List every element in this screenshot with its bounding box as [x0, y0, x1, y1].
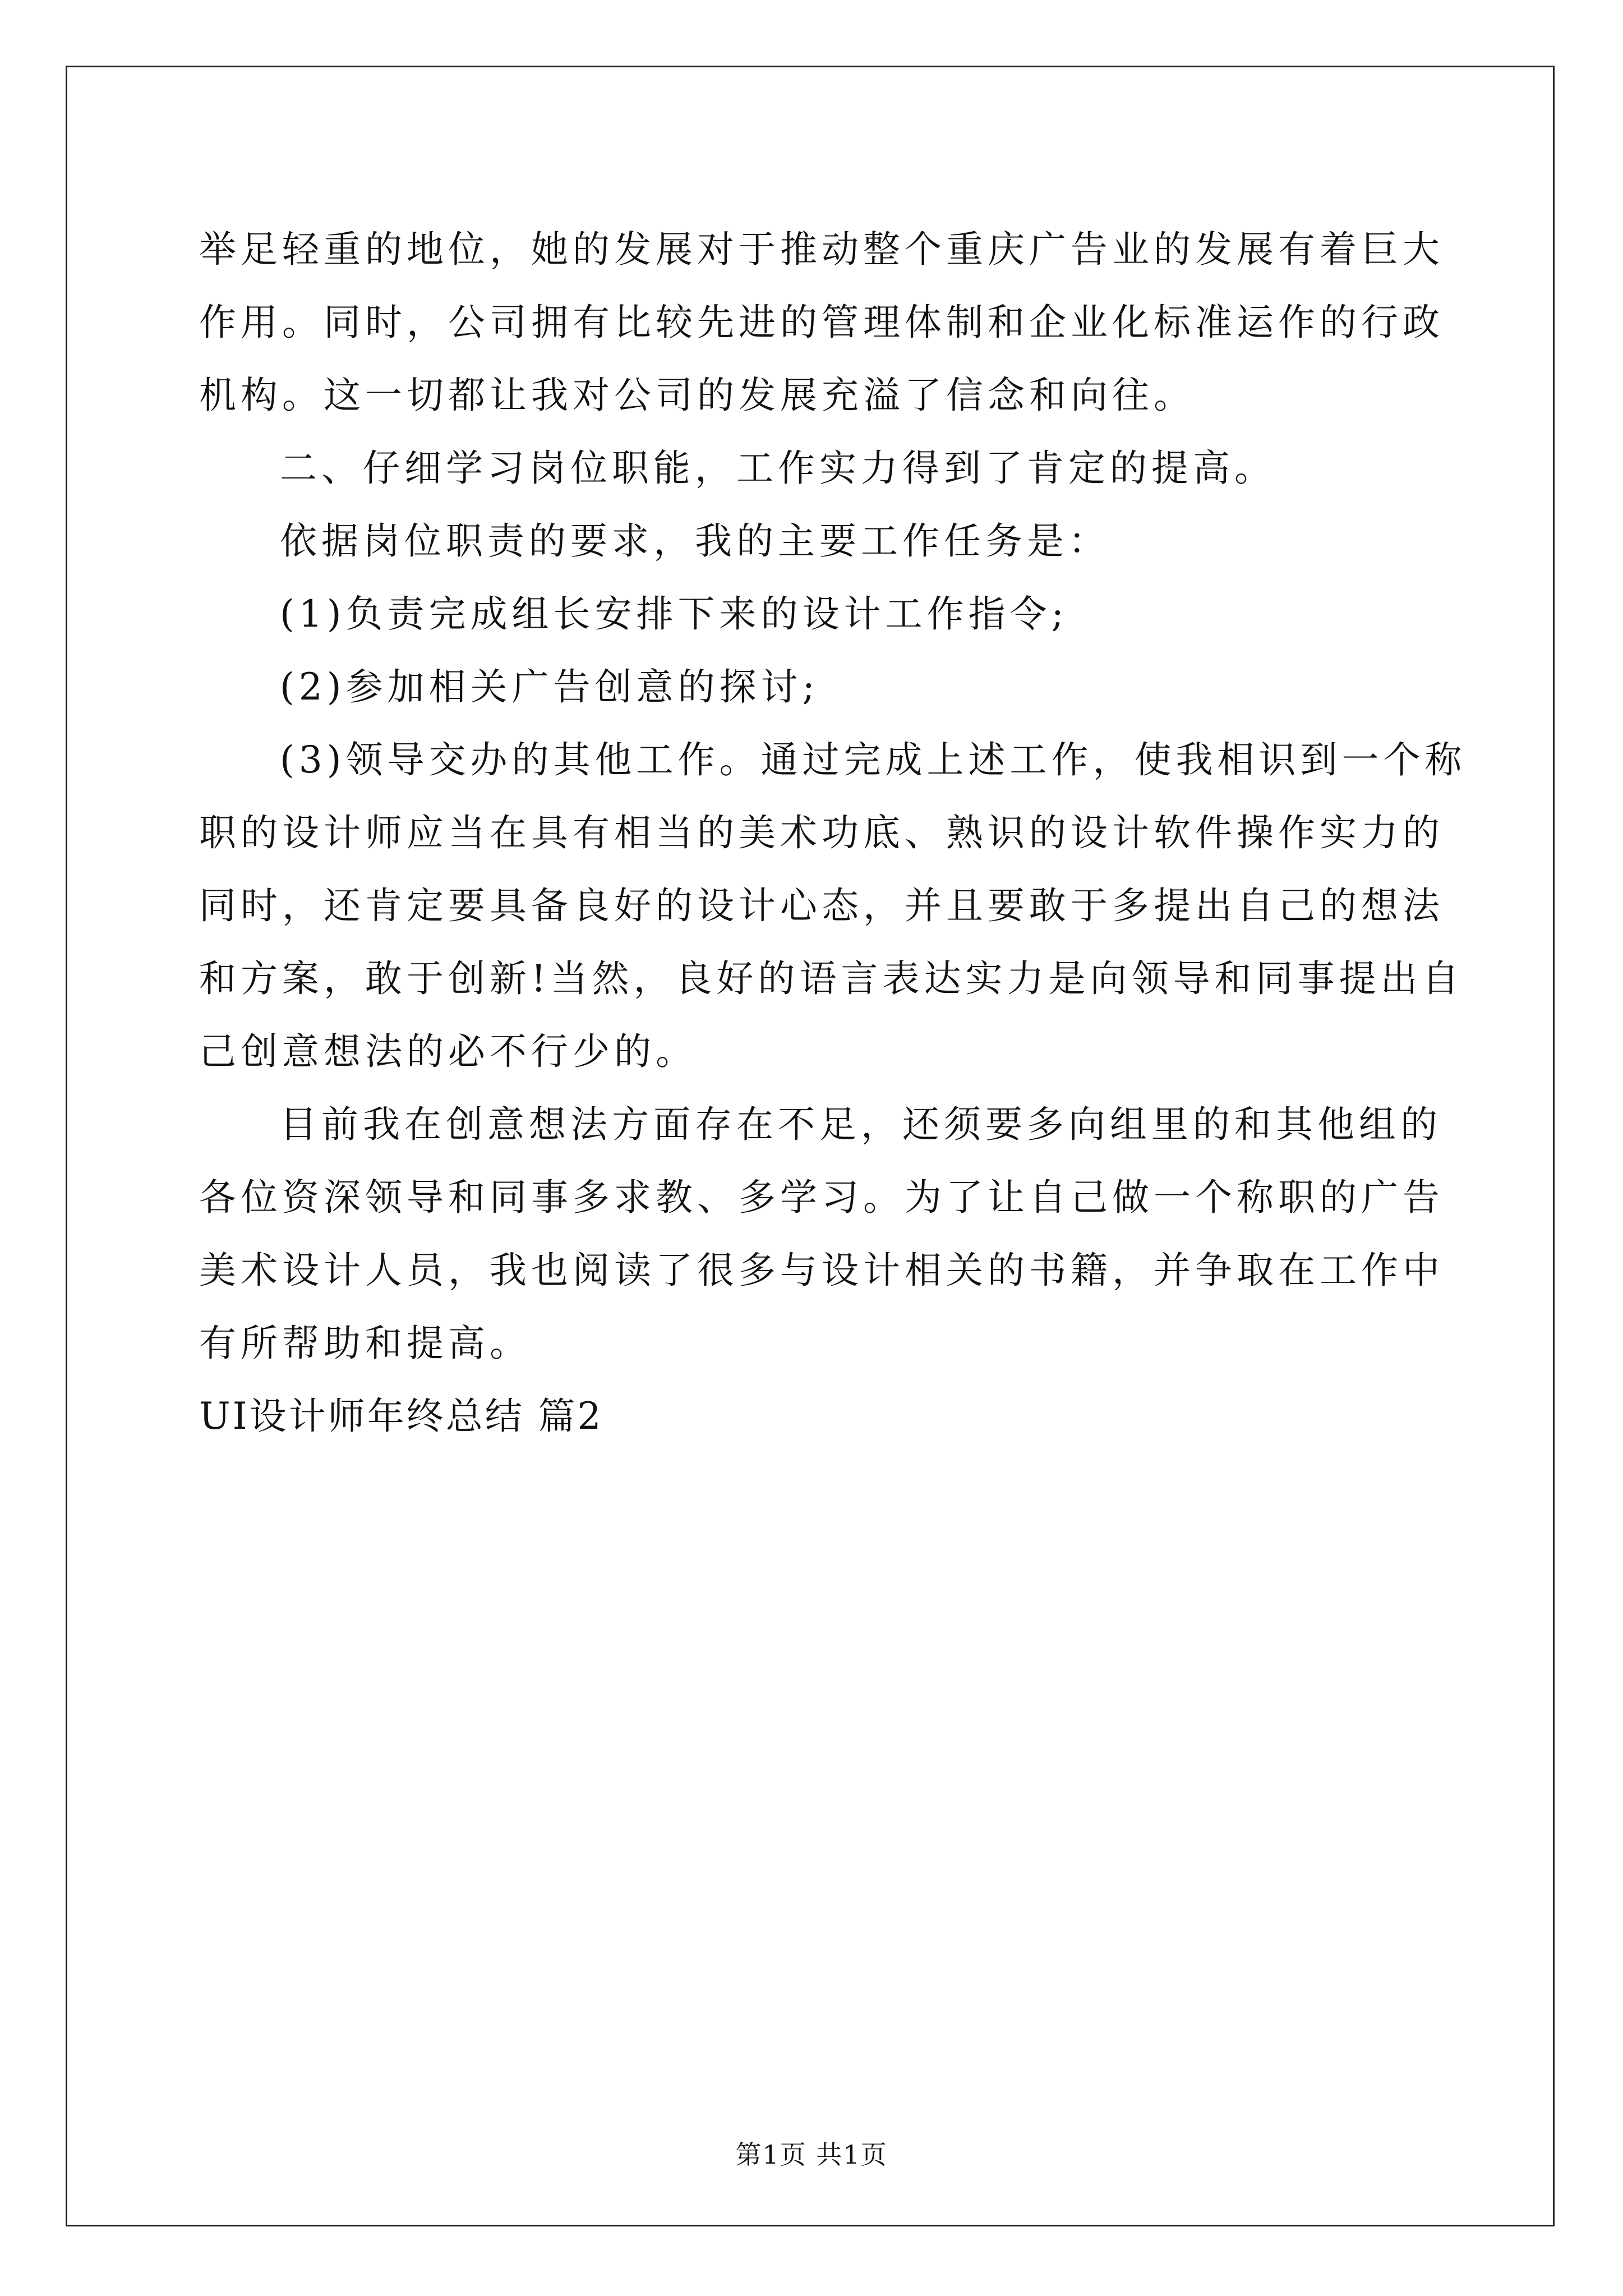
- text-line-9: 职的设计师应当在具有相当的美术功底、熟识的设计软件操作实力的: [199, 811, 1444, 854]
- text-line-3: 机构。这一切都让我对公司的发展充溢了信念和向往。: [199, 374, 1195, 417]
- text-line-16: 有所帮助和提高。: [199, 1322, 531, 1365]
- text-line-12: 己创意想法的必不行少的。: [199, 1030, 697, 1073]
- list-item-3: (3)领导交办的其他工作。通过完成上述工作，使我相识到一个称: [280, 738, 1467, 781]
- text-line-10: 同时，还肯定要具备良好的设计心态，并且要敢于多提出自己的想法: [199, 884, 1444, 927]
- text-line-13: 目前我在创意想法方面存在不足，还须要多向组里的和其他组的: [280, 1103, 1442, 1146]
- text-line-14: 各位资深领导和同事多求教、多学习。为了让自己做一个称职的广告: [199, 1176, 1444, 1219]
- text-line-11: 和方案，敢于创新!当然，良好的语言表达实力是向领导和同事提出自: [199, 957, 1464, 1000]
- list-item-1: (1)负责完成组长安排下来的设计工作指令;: [280, 592, 1068, 636]
- text-line-2: 作用。同时，公司拥有比较先进的管理体制和企业化标准运作的行政: [199, 301, 1444, 344]
- article-title: UI设计师年终总结 篇2: [199, 1395, 603, 1438]
- page-number-footer: 第1页 共1页: [735, 2139, 888, 2170]
- section-heading: 二、仔细学习岗位职能，工作实力得到了肯定的提高。: [280, 447, 1276, 490]
- text-line-15: 美术设计人员，我也阅读了很多与设计相关的书籍，并争取在工作中: [199, 1249, 1444, 1292]
- text-line-1: 举足轻重的地位，她的发展对于推动整个重庆广告业的发展有着巨大: [199, 228, 1444, 271]
- list-item-2: (2)参加相关广告创意的探讨;: [280, 665, 819, 708]
- text-line-5: 依据岗位职责的要求，我的主要工作任务是：: [280, 519, 1110, 563]
